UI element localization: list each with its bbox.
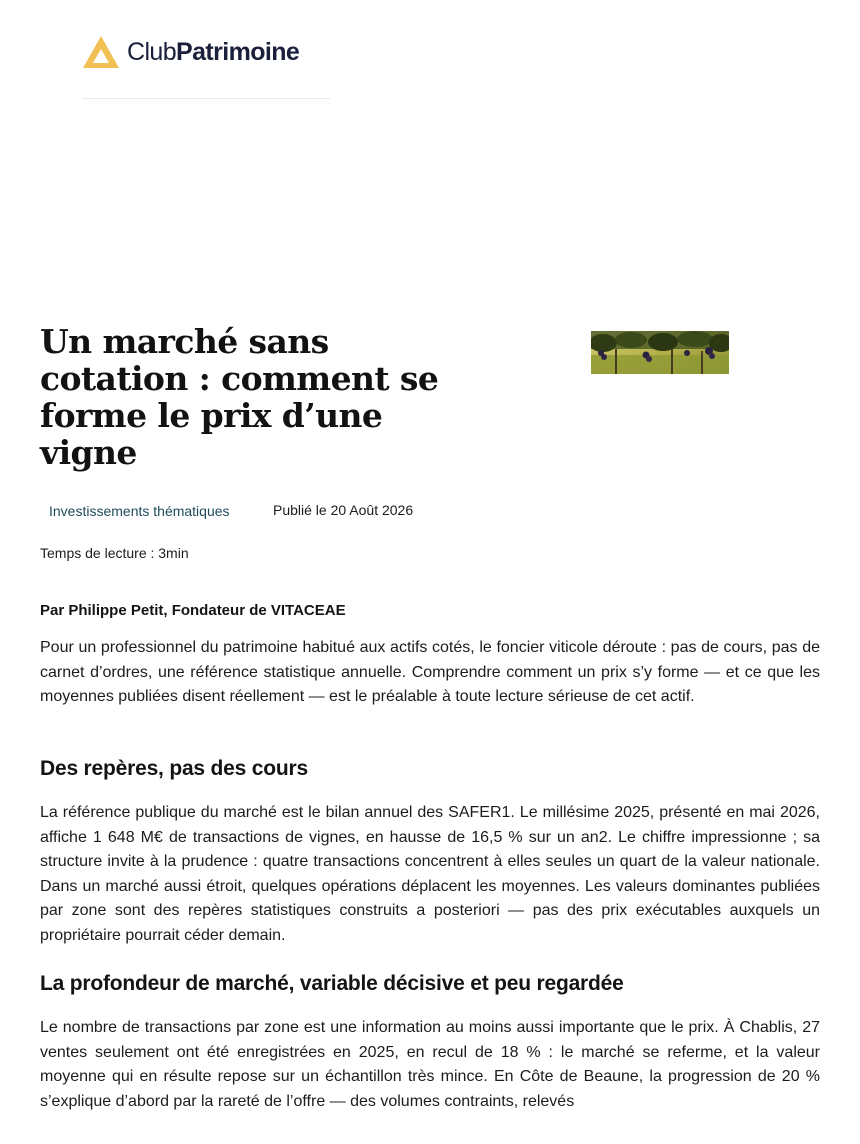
logo-text-patrimoine: Patrimoine: [176, 37, 300, 66]
article-category-link[interactable]: Investissements thématiques: [49, 503, 230, 519]
article-author: Par Philippe Petit, Fondateur de VITACEAE: [40, 602, 346, 619]
logo-text: [127, 38, 299, 67]
reading-time: Temps de lecture : 3min: [40, 545, 189, 561]
site-header: [82, 32, 332, 99]
article-intro-paragraph: Pour un professionnel du patrimoine habitué aux actifs cotés, le foncier viticole déroute : pas de cours, pas de carnet d’ordres, une référence statistique annuelle. Comprendre comment un prix s’y forme — et ce que les moyennes publiées disent réellement — est le préalable à toute lecture sérieuse de cet actif.: [40, 639, 820, 705]
section-heading-reperes: Des repères, pas des cours: [40, 757, 308, 780]
site-logo[interactable]: [82, 32, 332, 72]
header-divider: [82, 98, 330, 99]
logo-text-club: Club: [127, 37, 177, 66]
section-heading-profondeur: La profondeur de marché, variable décisive et peu regardée: [40, 972, 624, 995]
publish-date: Publié le 20 Août 2026: [273, 502, 414, 518]
section-paragraph-profondeur: Le nombre de transactions par zone est une information au moins aussi importante que le prix. À Chablis, 27 ventes seulement ont été enregistrées en 2025, en recul de 18 % : le marché se referme, et la valeur moyenne qui en résulte repose sur un échantillon très mince. En Côte de Beaune, la progression de 20 % s’explique d’abord par la rareté de l’offre — des volumes contraints, relevés: [40, 1019, 820, 1110]
article-title: Un marché sans cotation : comment se forme le prix d’une vigne: [40, 322, 439, 472]
article-hero-image: [591, 331, 729, 374]
logo-triangle-icon: [82, 35, 120, 69]
section-paragraph-reperes: La référence publique du marché est le bilan annuel des SAFER1. Le millésime 2025, présenté en mai 2026, affiche 1 648 M€ de transactions de vignes, en hausse de 16,5 % sur un an2. Le chiffre impressionne ; sa structure invite à la prudence : quatre transactions concentrent à elles seules un quart de la valeur nationale. Dans un marché aussi étroit, quelques opérations déplacent les moyennes. Les valeurs dominantes publiées par zone sont des repères statistiques construits a posteriori — pas des prix exécutables auxquels un propriétaire pourrait céder demain.: [40, 804, 820, 944]
